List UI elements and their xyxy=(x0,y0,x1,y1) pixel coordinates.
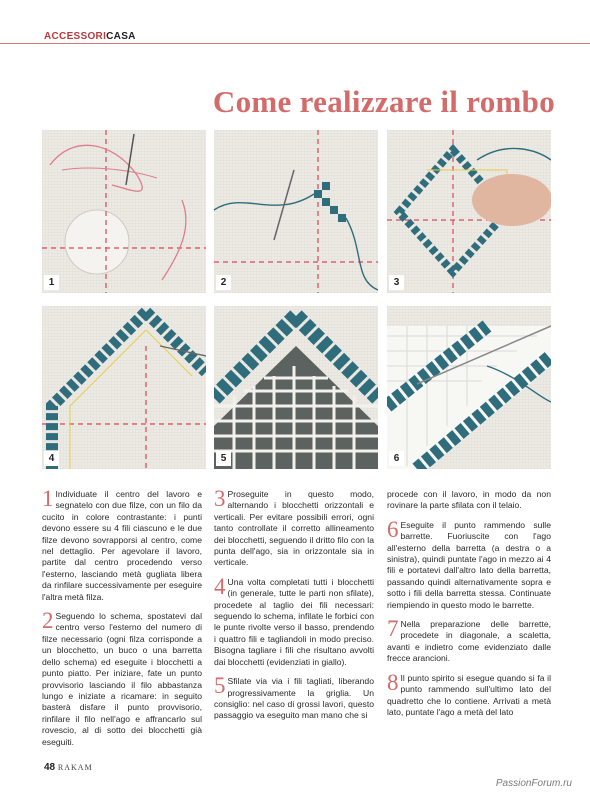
section-label-casa: CASA xyxy=(106,31,136,42)
step-5-continued-text: procede con il lavoro, in modo da non rovinare la parte sfilata con il telaio. xyxy=(387,489,551,511)
step-5-number: 5 xyxy=(214,673,226,699)
step-1-number: 1 xyxy=(42,486,54,511)
photo-1 xyxy=(42,130,206,293)
photo-4-image xyxy=(42,306,206,469)
section-label-accessori: ACCESSORI xyxy=(44,31,107,42)
step-5-continued xyxy=(387,489,551,512)
step-6-text: Eseguite il punto rammendo sulle barrette. Fuoriuscite con l'ago all'esterno della barretta (a destra o a sinistra), quindi puntate l'ago in mezzo ai 4 fili e portatevi dall'altro lato della barretta, passando quindi alternativamente sopra e sotto i fili della barretta stessa. Continuate riempiendo in questo modo le barrette. xyxy=(387,519,551,610)
photo-6 xyxy=(387,306,551,469)
photo-5-number: 5 xyxy=(216,451,231,466)
magazine-name: RAKAM xyxy=(57,763,93,772)
step-4 xyxy=(214,573,374,668)
photo-1-number: 1 xyxy=(44,275,59,290)
step-2-number: 2 xyxy=(42,608,54,634)
photo-5-image xyxy=(214,306,378,469)
step-8-number: 8 xyxy=(387,669,399,695)
page-number: 48 xyxy=(44,762,56,773)
photo-2-image xyxy=(214,130,378,293)
step-4-number: 4 xyxy=(214,573,226,599)
page-header xyxy=(0,28,590,44)
text-column-2 xyxy=(214,486,374,730)
step-5 xyxy=(214,673,374,722)
watermark: PassionForum.ru xyxy=(495,778,572,789)
page-title: Come realizzare il rombo xyxy=(212,84,555,119)
step-7 xyxy=(387,616,551,665)
header-divider xyxy=(0,43,590,44)
text-column-3 xyxy=(387,489,551,726)
step-1-text: Individuate il centro del lavoro e segnatelo con due filze, con un filo da cucito in colore contrastante: i punti devono essere su 4 fili ciascuno e le due filze devono sovrapporsi al centro, come nel dettaglio. Per agevolare il lavoro, partite dal centro procedendo verso l'esterno, lasciando metà gugliata libera da rinfilare successivamente per eseguire l'altra metà filza. xyxy=(42,489,202,602)
photo-5 xyxy=(214,306,378,469)
step-1 xyxy=(42,486,202,603)
photo-2-number: 2 xyxy=(216,275,231,290)
step-6 xyxy=(387,516,551,611)
step-2 xyxy=(42,608,202,748)
step-5-text: Sfilate via via i fili tagliati, liberando progressivamente la griglia. Un consiglio: nel caso di grossi lavori, questo passaggio va eseguito man mano che si xyxy=(214,676,374,721)
step-8-text: Il punto spirito si esegue quando si fa il punto rammendo sull'ultimo lato del quadretto che lo contiene. Arrivati a metà lato, puntate l'ago a metà del lato xyxy=(387,672,551,717)
photo-6-number: 6 xyxy=(389,451,404,466)
photo-6-image xyxy=(387,306,551,469)
step-3-number: 3 xyxy=(214,486,226,511)
section-label xyxy=(44,31,136,42)
step-3-text: Proseguite in questo modo, alternando i blocchetti orizzontali e verticali. Per evitare possibili errori, ogni tanto controllate il corretto allineamento dei blocchetti, seguendo il dritto filo con la punta dell'ago, sia in orizzontale sia in verticale. xyxy=(214,489,374,568)
photo-3-image xyxy=(387,130,551,293)
step-4-text: Una volta completati tutti i blocchetti (in generale, tutte le parti non sfilate), procedete al taglio dei fili necessari: seguendo lo schema, infilate le forbici con le punte rivolte verso il basso, prendendo i quattro fili e tagliandoli in modo preciso. Bisogna tagliare i fili che risultano avvolti dai blocchetti (evidenziati in giallo). xyxy=(214,576,374,667)
step-2-text: Seguendo lo schema, spostatevi dal centro verso l'esterno del numero di filze necessario (ogni filza corrisponde a un blocchetto, un buco o una barretta dello schema) ed eseguite i blocchetti a punto piatto. Per iniziare, fate un punto provvisorio lasciando il filo abbastanza lungo e iniziate a ricamare: in seguito basterà disfare il punto provvisorio, rinfilare il filo nell'ago e affrancarlo sul rovescio, al di sotto dei blocchetti già eseguiti. xyxy=(42,611,202,747)
photo-1-image xyxy=(42,130,206,293)
step-6-number: 6 xyxy=(387,516,399,542)
step-7-number: 7 xyxy=(387,616,399,642)
photo-2 xyxy=(214,130,378,293)
photo-4 xyxy=(42,306,206,469)
photo-3 xyxy=(387,130,551,293)
step-3 xyxy=(214,486,374,569)
text-column-1 xyxy=(42,486,202,756)
step-7-text: Nella preparazione delle barrette, procedete in diagonale, a scaletta, avanti e indietro come evidenziato dalle frecce arancioni. xyxy=(387,619,551,664)
step-8 xyxy=(387,669,551,719)
page-footer xyxy=(44,762,93,773)
photo-4-number: 4 xyxy=(44,451,59,466)
photo-3-number: 3 xyxy=(389,275,404,290)
